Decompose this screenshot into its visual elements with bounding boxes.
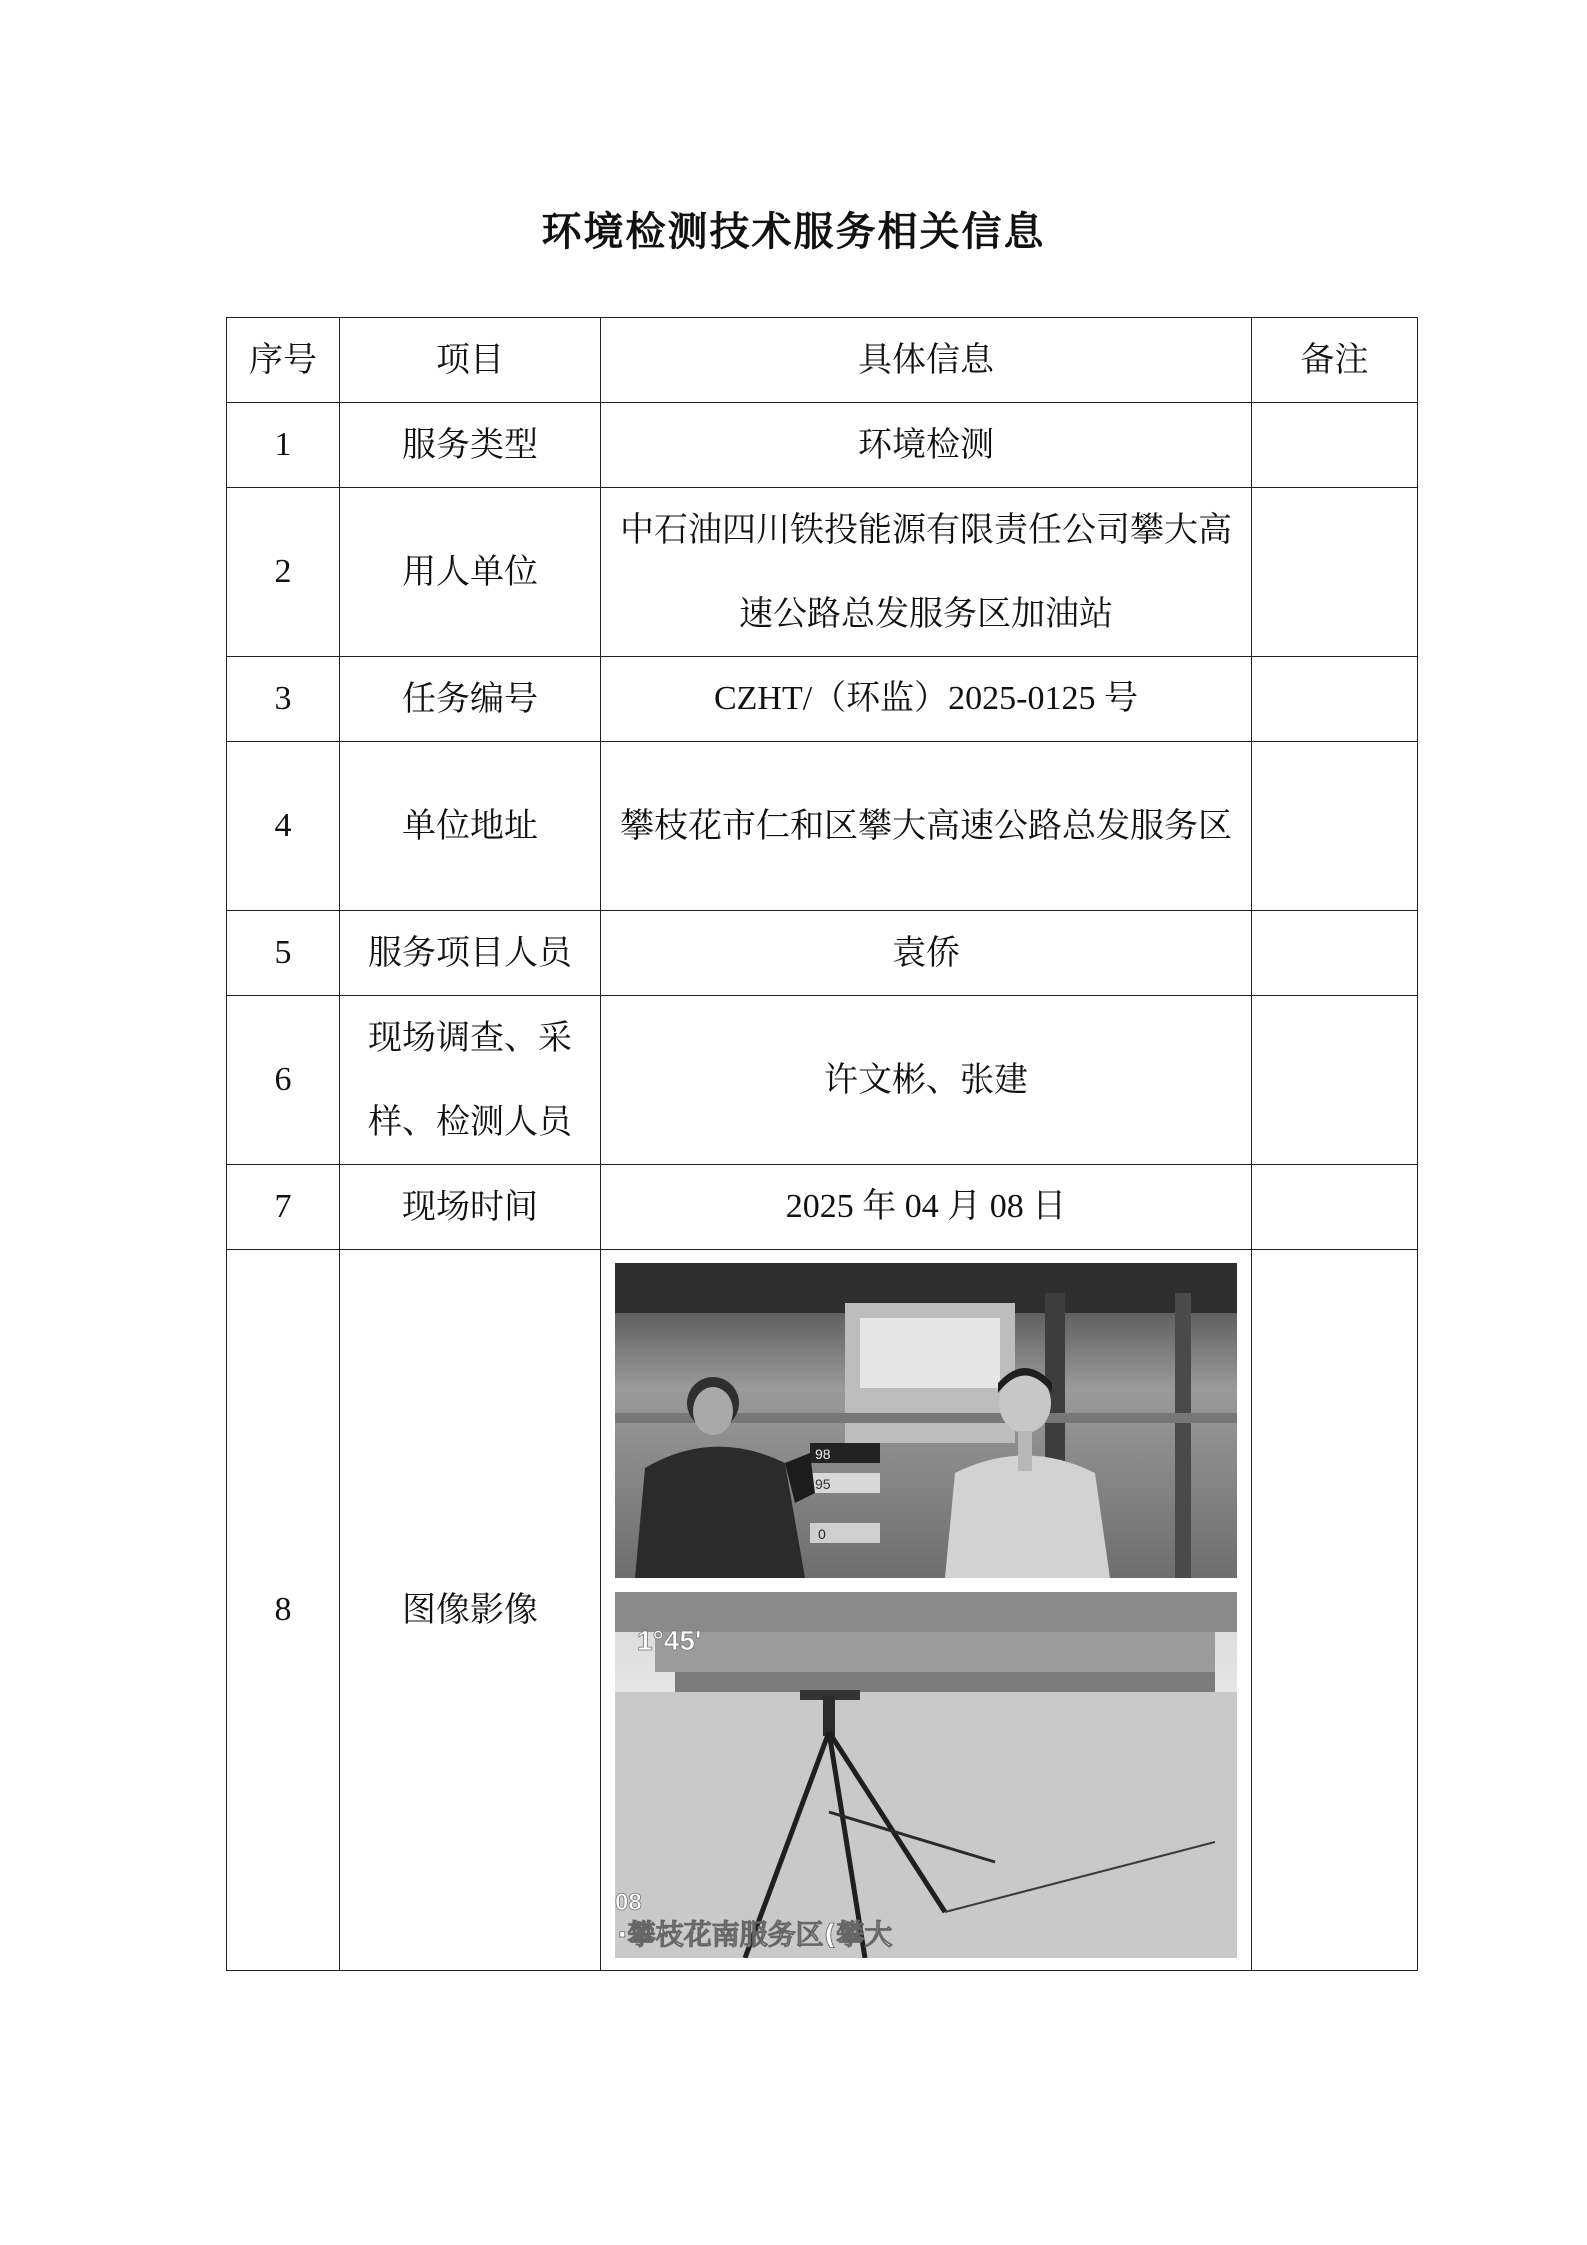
header-item: 项目 (340, 318, 601, 403)
row-detail: 攀枝花市仁和区攀大高速公路总发服务区 (601, 742, 1252, 911)
row-num: 6 (227, 996, 340, 1165)
row-num: 5 (227, 911, 340, 996)
table-row (227, 403, 1418, 488)
row-remark (1252, 911, 1418, 996)
price-sign-0: 0 (818, 1525, 826, 1542)
table-header-row (227, 318, 1418, 403)
row-num: 2 (227, 488, 340, 657)
row-num: 8 (227, 1250, 340, 1971)
table-row (227, 1250, 1418, 1971)
row-item: 图像影像 (340, 1250, 601, 1971)
price-sign-95: 95 (815, 1475, 831, 1492)
row-num: 4 (227, 742, 340, 911)
table-row (227, 911, 1418, 996)
table-row (227, 1165, 1418, 1250)
table-row (227, 657, 1418, 742)
row-item: 现场时间 (340, 1165, 601, 1250)
header-detail: 具体信息 (601, 318, 1252, 403)
row-detail: 2025 年 04 月 08 日 (601, 1165, 1252, 1250)
row-remark (1252, 403, 1418, 488)
row-remark (1252, 657, 1418, 742)
row-remark (1252, 1165, 1418, 1250)
row-remark (1252, 742, 1418, 911)
table-row (227, 488, 1418, 657)
row-remark (1252, 488, 1418, 657)
row-num: 7 (227, 1165, 340, 1250)
row-detail: 袁侨 (601, 911, 1252, 996)
watermark-degree: 1°45' (637, 1624, 702, 1656)
row-photos (601, 1250, 1252, 1971)
row-num: 3 (227, 657, 340, 742)
row-detail: 许文彬、张建 (601, 996, 1252, 1165)
page-title: 环境检测技术服务相关信息 (541, 209, 1046, 255)
row-item: 用人单位 (340, 488, 601, 657)
row-item: 单位地址 (340, 742, 601, 911)
header-remark: 备注 (1252, 318, 1418, 403)
watermark-date: 08 (615, 1888, 642, 1916)
price-sign-98: 98 (815, 1445, 831, 1462)
header-num: 序号 (227, 318, 340, 403)
table-row (227, 996, 1418, 1165)
row-num: 1 (227, 403, 340, 488)
row-item: 服务类型 (340, 403, 601, 488)
row-detail: CZHT/（环监）2025-0125 号 (601, 657, 1252, 742)
staff-photo (615, 1263, 1237, 1578)
row-item: 服务项目人员 (340, 911, 601, 996)
row-detail: 环境检测 (601, 403, 1252, 488)
row-remark (1252, 996, 1418, 1165)
info-table (226, 317, 1418, 1971)
tripod-photo (615, 1592, 1237, 1958)
row-item: 任务编号 (340, 657, 601, 742)
watermark-location: ·攀枝花南服务区(攀大 (617, 1917, 893, 1951)
row-detail: 中石油四川铁投能源有限责任公司攀大高速公路总发服务区加油站 (601, 488, 1252, 657)
row-remark (1252, 1250, 1418, 1971)
row-item: 现场调查、采样、检测人员 (340, 996, 601, 1165)
table-row (227, 742, 1418, 911)
